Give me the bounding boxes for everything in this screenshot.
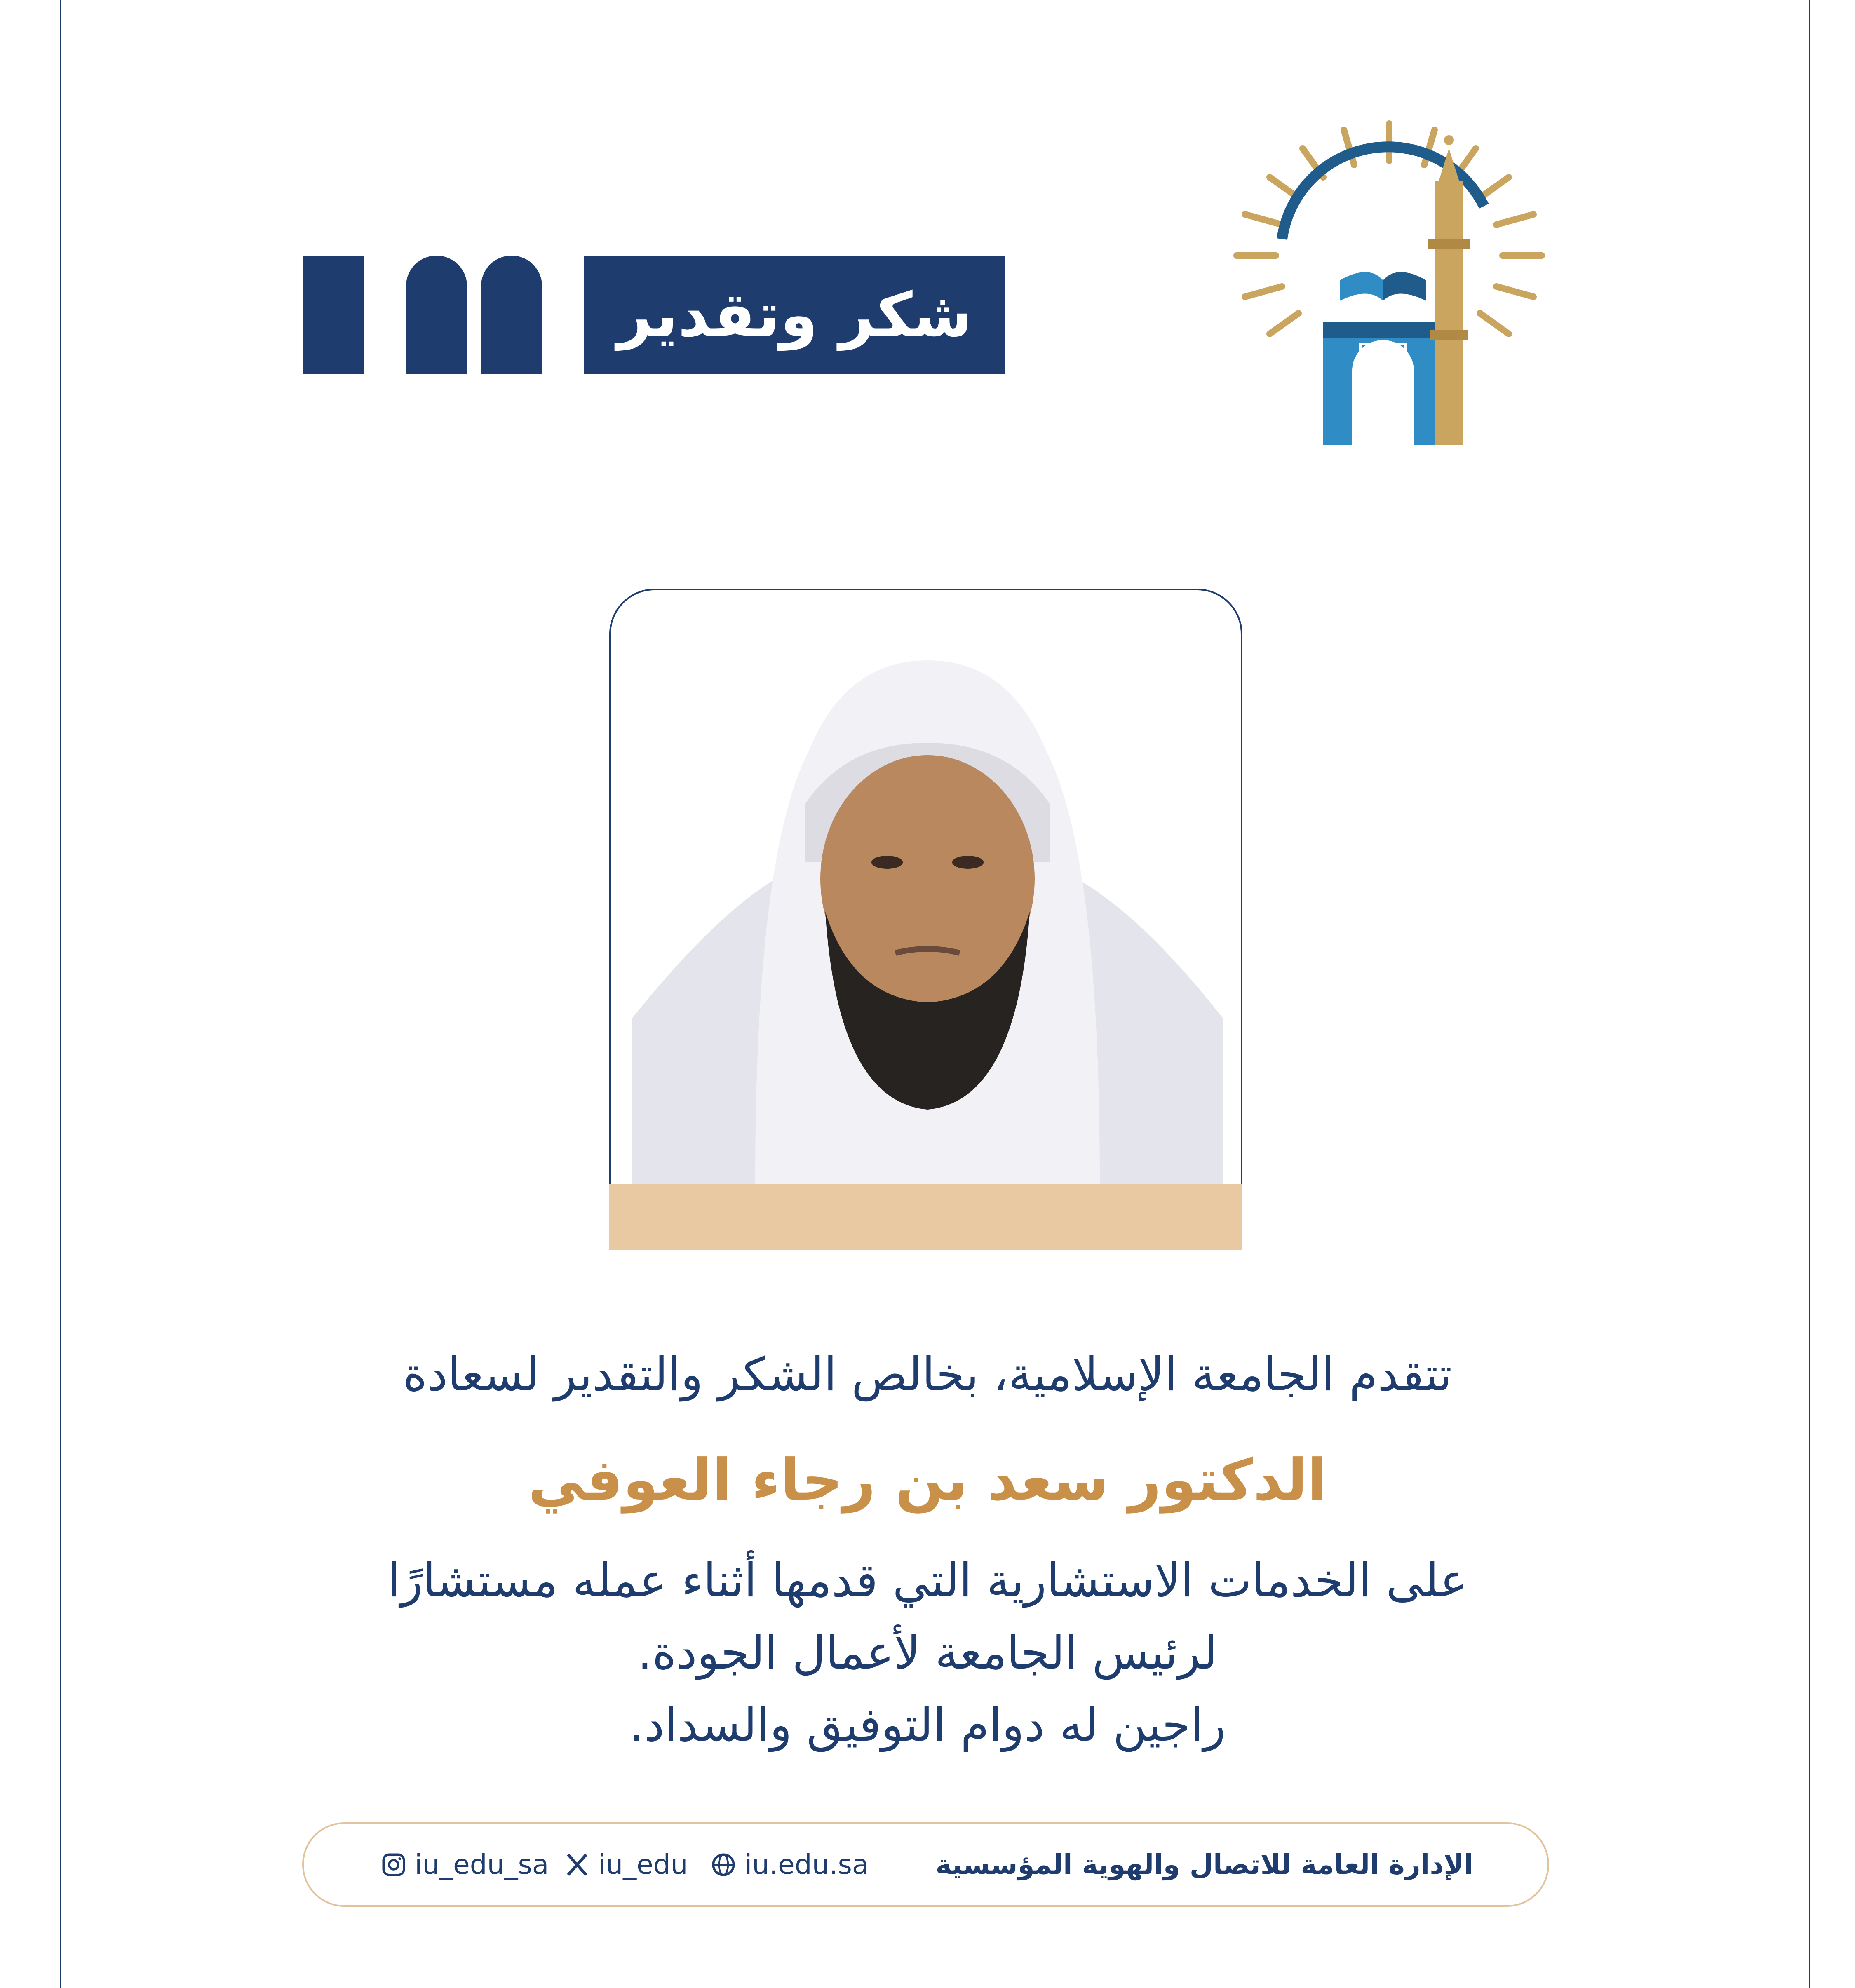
message-line: لرئيس الجامعة لأعمال الجودة.: [637, 1626, 1218, 1680]
decorative-arch: [481, 256, 542, 374]
instagram-icon: [380, 1851, 407, 1878]
message-line: على الخدمات الاستشارية التي قدمها أثناء عمله مستشارًا: [387, 1554, 1468, 1608]
honoree-name: الدكتور سعد بن رجاء العوفي: [528, 1447, 1327, 1513]
website-link[interactable]: [710, 1824, 869, 1905]
footer-bar: [302, 1822, 1549, 1907]
x-icon: [564, 1851, 591, 1878]
department-name: الإدارة العامة للاتصال والهوية المؤسسية: [935, 1849, 1473, 1880]
intro-text: تتقدم الجامعة الإسلامية، بخالص الشكر والتقدير لسعادة: [403, 1348, 1452, 1401]
decorative-bar: [303, 256, 364, 374]
instagram-link[interactable]: [380, 1824, 549, 1905]
message-line: راجين له دوام التوفيق والسداد.: [629, 1698, 1226, 1752]
right-frame-line: [1809, 0, 1810, 1988]
photo-card: [609, 589, 1242, 1250]
website-url: iu.edu.sa: [744, 1849, 869, 1880]
photo-band: [609, 1184, 1242, 1250]
decorative-arch: [406, 256, 467, 374]
x-link[interactable]: [564, 1824, 688, 1905]
x-handle: iu_edu: [598, 1849, 688, 1880]
globe-icon: [710, 1851, 737, 1878]
portrait-photo: [632, 648, 1223, 1184]
left-frame-line: [60, 0, 61, 1988]
instagram-handle: iu_edu_sa: [415, 1849, 549, 1880]
university-logo: [1220, 115, 1558, 453]
page-title: شكر وتقدير: [584, 256, 1005, 374]
